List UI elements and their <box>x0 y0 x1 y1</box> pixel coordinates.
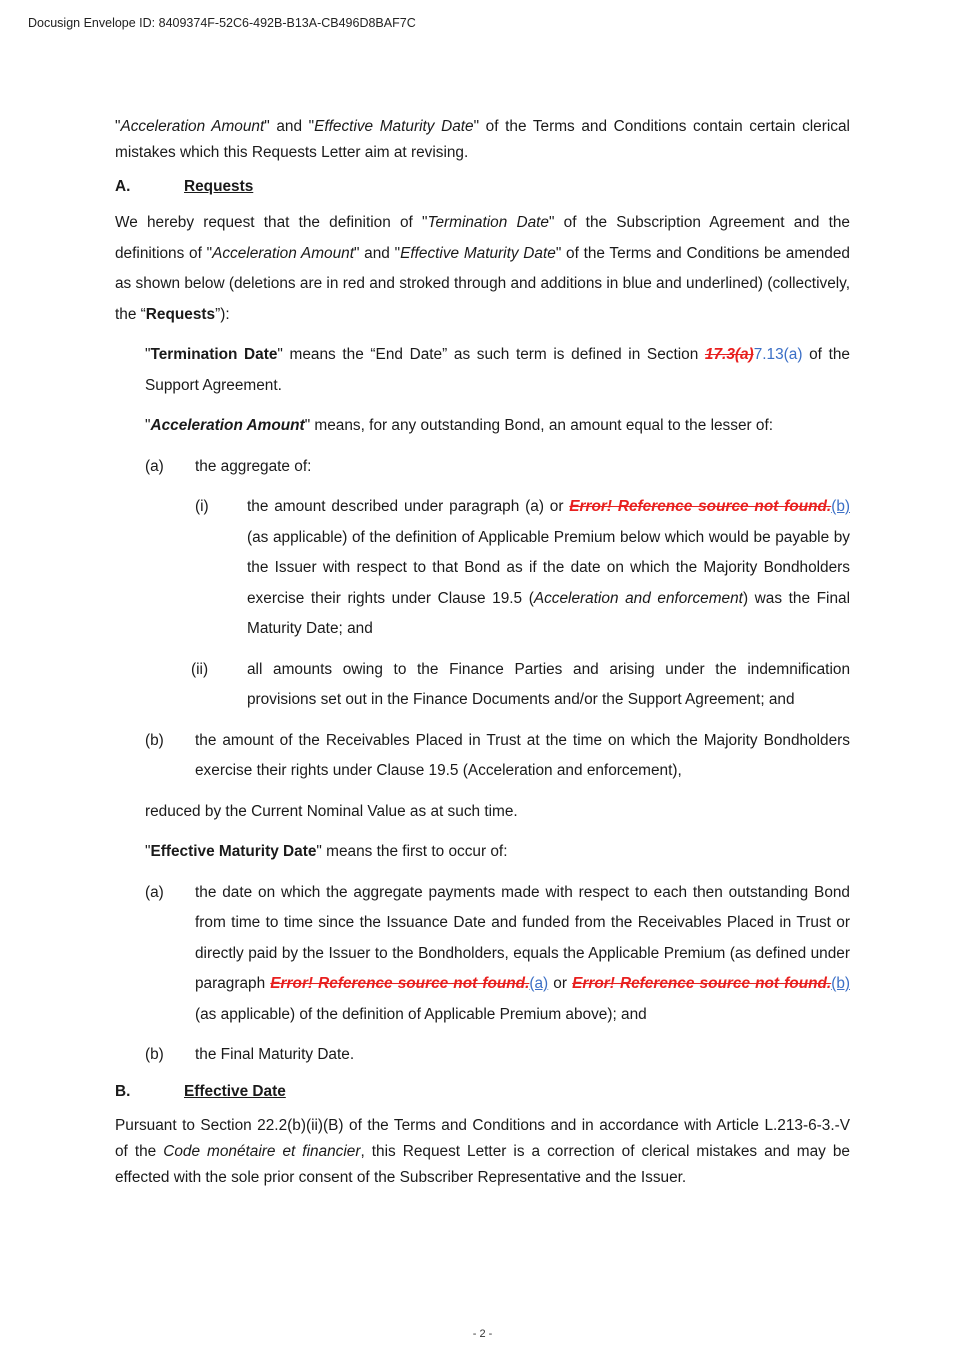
item-label: (a) <box>145 457 164 475</box>
section-a-title: Requests <box>184 178 254 195</box>
section-b-number: B. <box>115 1082 131 1100</box>
term-acceleration-amount: Acceleration Amount <box>120 118 265 135</box>
insertion-mark: (a) <box>529 975 549 992</box>
item-label: (b) <box>145 731 164 749</box>
term-effective-maturity-date: Effective Maturity Date <box>314 118 474 135</box>
section-b-title: Effective Date <box>184 1082 286 1100</box>
effective-date-paragraph: Pursuant to Section 22.2(b)(ii)(B) of the Terms and Conditions and in accordance with Article L.213-6-3.-V of the Code monétaire et financier, this Request Letter is a correction of clerical mistakes and may be effected with the sole prior consent of the Subscriber Representative and the Issuer. <box>115 1116 850 1186</box>
deletion-mark: 17.3(a) <box>704 346 754 363</box>
item-text: the aggregate of: <box>195 457 312 475</box>
item-text: the amount of the Receivables Placed in Trust at the time on which the Majority Bondholders exercise their rights under Clause 19.5 (Acceleration and enforcement), <box>195 731 850 779</box>
section-a-heading <box>115 176 850 198</box>
term-effective-maturity-date-bold: Effective Maturity Date <box>150 843 317 860</box>
term-acceleration-amount-bold: Acceleration Amount <box>150 417 305 434</box>
section-b-heading <box>115 1081 850 1103</box>
insertion-mark: (b) <box>831 498 850 515</box>
effective-item-b <box>115 1040 850 1071</box>
acceleration-amount-definition: "Acceleration Amount" means, for any outstanding Bond, an amount equal to the lesser of: <box>145 417 774 434</box>
item-label: (ii) <box>191 660 209 678</box>
acceleration-item-b <box>115 726 850 787</box>
insertion-mark: (b) <box>831 975 850 992</box>
item-text: all amounts owing to the Finance Parties and arising under the indemnification provisions set out in the Finance Documents and/or the Support Agreement; and <box>247 660 850 708</box>
item-label: (b) <box>145 1046 164 1063</box>
item-label: (i) <box>195 498 209 515</box>
term-termination-date: Termination Date <box>150 346 278 363</box>
item-label: (a) <box>145 883 164 901</box>
deletion-mark: Error! Reference source not found. <box>569 498 832 515</box>
deletion-mark: Error! Reference source not found. <box>270 975 530 992</box>
effective-item-a <box>115 878 850 1031</box>
page-number: - 2 - <box>472 1328 493 1340</box>
item-text: the Final Maturity Date. <box>195 1046 355 1063</box>
termination-date-definition: "Termination Date" means the “End Date” as such term is defined in Section 17.3(a)7.13(a) of the Support Agreement. <box>145 346 850 394</box>
request-paragraph: We hereby request that the definition of "Termination Date" of the Subscription Agreement and the definitions of "Acceleration Amount" and "Effective Maturity Date" of the Terms and Conditions be amended as shown below (deletions are in red and stroked through and additions in blue and underlined) (collectively, the “Requests”): <box>115 214 850 323</box>
item-text: the amount described under paragraph (a) or Error! Reference source not found.(b) (as applicable) of the definition of Applicable Premium below which would be payable by the Issuer with respect to that Bond as if the date on which the Majority Bondholders exercise their rights under Clause 19.5 (Acceleration and enforcement) was the Final Maturity Date; and <box>247 498 850 637</box>
effective-maturity-date-definition: "Effective Maturity Date" means the first to occur of: <box>145 843 508 860</box>
document-body <box>115 114 850 1191</box>
intro-paragraph: "Acceleration Amount" and "Effective Maturity Date" of the Terms and Conditions contain certain clerical mistakes which this Requests Letter aim at revising. <box>115 118 850 161</box>
section-a-number: A. <box>115 178 131 195</box>
item-text: the date on which the aggregate payments made with respect to each then outstanding Bond from time to time since the Issuance Date and funded from the Receivables Placed in Trust or directly paid by the Issuer to the Bondholders, equals the Applicable Premium (as defined under paragraph Error! Reference source not found.(a) or Error! Reference source not found.(b) (as applicable) of the definition of Applicable Premium above); and <box>195 883 850 1023</box>
acceleration-item-a-i <box>115 492 850 645</box>
docusign-envelope-id: Docusign Envelope ID: 8409374F-52C6-492B-B13A-CB496D8BAF7C <box>28 16 416 30</box>
acceleration-item-a-ii <box>115 655 850 716</box>
insertion-mark: 7.13(a) <box>753 346 803 363</box>
deletion-mark: Error! Reference source not found. <box>572 975 832 992</box>
acceleration-reduced-clause: reduced by the Current Nominal Value as at such time. <box>145 802 518 820</box>
acceleration-item-a <box>115 452 850 483</box>
